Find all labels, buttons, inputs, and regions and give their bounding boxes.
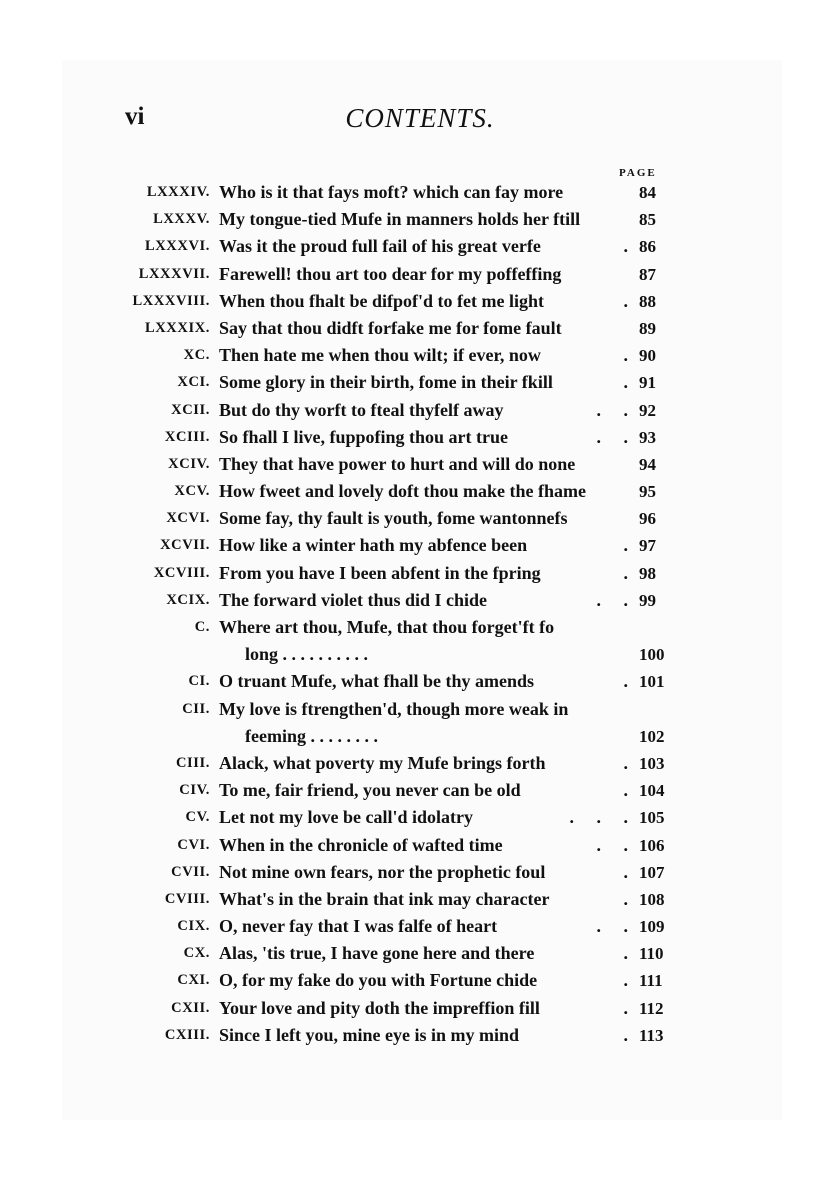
sonnet-number: XCVII. (160, 537, 210, 554)
first-line-text: Some fay, thy fault is youth, fome wantonnefs (219, 508, 568, 529)
sonnet-first-line (219, 696, 614, 750)
sonnet-first-line (219, 614, 614, 668)
dot-leader: . (623, 562, 628, 583)
first-line-text: So fhall I live, fuppofing thou art true (219, 426, 509, 447)
contents-entry (0, 397, 840, 424)
sonnet-number: CXII. (171, 999, 210, 1016)
contents-entry (0, 424, 840, 451)
sonnet-number: CVIII. (164, 890, 210, 907)
contents-entry (0, 913, 840, 940)
first-line-text: My tongue-tied Mufe in manners holds her ftill (219, 209, 581, 230)
page-column-header: PAGE (619, 167, 657, 179)
first-line-text: Who is it that fays moft? which can fay more (219, 182, 564, 202)
page-number: 108 (639, 889, 665, 909)
sonnet-first-line (219, 587, 614, 614)
first-line-text: But do thy worft to fteal thyfelf away (219, 399, 504, 420)
page-number: 102 (639, 726, 665, 746)
first-line-text: Farewell! thou art too dear for my poffeffing (219, 263, 562, 284)
dot-leader: . . (596, 399, 628, 420)
page-number: 90 (639, 346, 656, 366)
contents-entry (0, 614, 840, 668)
contents-entry (0, 288, 840, 315)
page-number: 105 (639, 808, 665, 828)
contents-entry (0, 859, 840, 886)
first-line-text: How like a winter hath my abfence been (219, 535, 528, 556)
contents-entry (0, 505, 840, 532)
dot-leader: . . (596, 426, 628, 447)
sonnet-first-line (219, 913, 614, 940)
contents-entry (0, 886, 840, 913)
contents-entry (0, 233, 840, 260)
sonnet-number: CVII. (171, 863, 210, 880)
contents-entry (0, 179, 840, 206)
contents-entry (0, 940, 840, 967)
contents-entry (0, 369, 840, 396)
contents-entry (0, 451, 840, 478)
page-number: 86 (639, 237, 656, 257)
contents-entry (0, 777, 840, 804)
first-line-text: They that have power to hurt and will do none (219, 453, 576, 474)
contents-entry (0, 832, 840, 859)
dot-leader: . (623, 888, 628, 909)
sonnet-number: CXIII. (164, 1026, 210, 1043)
first-line-text: To me, fair friend, you never can be old (219, 780, 521, 801)
sonnet-first-line (219, 179, 614, 206)
first-line-text: Alack, what poverty my Mufe brings forth (219, 752, 546, 773)
sonnet-first-line (219, 668, 614, 695)
contents-entry (0, 668, 840, 695)
sonnet-number: CIX. (177, 918, 210, 935)
sonnet-number: CVI. (177, 836, 210, 853)
first-line-text: What's in the brain that ink may character (219, 888, 550, 909)
dot-leader: . (623, 861, 628, 882)
dot-leader: . . (596, 589, 628, 610)
contents-list (0, 179, 840, 1049)
sonnet-first-line (219, 288, 614, 315)
sonnet-first-line (219, 261, 614, 288)
first-line-text: When in the chronicle of wafted time (219, 834, 503, 855)
sonnet-first-line (219, 777, 614, 804)
page-number: 113 (639, 1025, 664, 1045)
sonnet-number: XCV. (174, 483, 210, 500)
first-line-text: Your love and pity doth the impreffion fill (219, 997, 540, 1018)
sonnet-number: CXI. (177, 972, 210, 989)
contents-entry (0, 804, 840, 831)
page-number: 107 (639, 862, 665, 882)
contents-entry (0, 967, 840, 994)
sonnet-number: XC. (183, 347, 210, 364)
sonnet-first-line (219, 315, 614, 342)
sonnet-first-line (219, 859, 614, 886)
sonnet-number: LXXXVII. (138, 265, 210, 282)
sonnet-first-line (219, 832, 614, 859)
dot-leader: . (623, 372, 628, 393)
sonnet-number: CIV. (179, 782, 210, 799)
sonnet-first-line (219, 886, 614, 913)
dot-leader: . (623, 1024, 628, 1045)
page-number: 110 (639, 944, 664, 964)
page-number: 97 (639, 536, 656, 556)
contents-entry (0, 995, 840, 1022)
first-line-text: Then hate me when thou wilt; if ever, now (219, 345, 541, 366)
first-line-text: Was it the proud full fail of his great verfe (219, 236, 541, 257)
sonnet-number: XCIX. (166, 591, 210, 608)
contents-entry (0, 587, 840, 614)
first-line-text: Alas, 'tis true, I have gone here and there (219, 943, 535, 964)
sonnet-number: XCVIII. (153, 564, 210, 581)
dot-leader: . (623, 943, 628, 964)
sonnet-first-line (219, 451, 614, 478)
sonnet-first-line (219, 750, 614, 777)
page-number: 109 (639, 917, 665, 937)
sonnet-first-line (219, 424, 614, 451)
dot-leader: . . . (569, 807, 628, 828)
sonnet-first-line (219, 505, 614, 532)
contents-entry (0, 261, 840, 288)
sonnet-number: CIII. (175, 754, 210, 771)
page-folio: vi (125, 103, 145, 130)
sonnet-first-line (219, 967, 614, 994)
dot-leader: . (623, 780, 628, 801)
dot-leader: . (623, 345, 628, 366)
page-number: 103 (639, 753, 665, 773)
first-line-text: From you have I been abfent in the fpring (219, 562, 541, 583)
contents-entry (0, 342, 840, 369)
dot-leader: . (623, 752, 628, 773)
first-line-text: O, never fay that I was falfe of heart (219, 916, 498, 937)
sonnet-first-line (219, 532, 614, 559)
contents-entry (0, 315, 840, 342)
sonnet-number: XCI. (177, 374, 210, 391)
sonnet-number: CI. (188, 673, 210, 690)
sonnet-number: C. (194, 619, 210, 635)
sonnet-first-line (219, 940, 614, 967)
sonnet-first-line (219, 478, 614, 505)
dot-leader: . . (596, 916, 628, 937)
sonnet-first-line (219, 369, 614, 396)
sonnet-first-line (219, 560, 614, 587)
sonnet-number: CV. (185, 809, 210, 826)
page-number: 111 (639, 971, 663, 991)
first-line-text: How fweet and lovely doft thou make the fhame (219, 481, 586, 502)
page-number: 96 (639, 509, 656, 529)
sonnet-first-line (219, 804, 614, 831)
first-line-text: Not mine own fears, nor the prophetic foul (219, 861, 546, 882)
dot-leader: . (623, 535, 628, 556)
contents-entry (0, 478, 840, 505)
dot-leader: . (623, 290, 628, 311)
page-number: 92 (639, 400, 656, 420)
first-line-text: O truant Mufe, what fhall be thy amends (219, 671, 535, 692)
page-number: 100 (639, 645, 665, 665)
first-line-text: Some glory in their birth, fome in their fkill (219, 372, 553, 393)
sonnet-number: CX. (183, 945, 210, 962)
first-line-text: Say that thou didft forfake me for fome fault (219, 317, 562, 338)
dot-leader: . (623, 236, 628, 257)
sonnet-number: LXXXVI. (144, 238, 210, 255)
first-line-text: O, for my fake do you with Fortune chide (219, 970, 538, 991)
sonnet-first-line (219, 397, 614, 424)
sonnet-first-line (219, 995, 614, 1022)
page-number: 84 (639, 183, 656, 202)
sonnet-first-line (219, 1022, 614, 1049)
sonnet-number: XCIV. (168, 455, 210, 472)
sonnet-number: XCIII. (164, 428, 210, 445)
page-number: 94 (639, 454, 656, 474)
first-line-continuation: long . . . . . . . . . . (245, 644, 369, 665)
contents-entry (0, 532, 840, 559)
page-number: 95 (639, 482, 656, 502)
page-number: 88 (639, 291, 656, 311)
first-line-text: Since I left you, mine eye is in my mind (219, 1024, 519, 1045)
contents-entry (0, 560, 840, 587)
page-number: 93 (639, 427, 656, 447)
page-number: 104 (639, 781, 665, 801)
dot-leader: . (623, 997, 628, 1018)
dot-leader: . (623, 671, 628, 692)
first-line-text: When thou fhalt be difpof'd to fet me light (219, 290, 545, 311)
sonnet-first-line (219, 233, 614, 260)
first-line-text: The forward violet thus did I chide (219, 589, 488, 610)
page-number: 91 (639, 373, 656, 393)
contents-entry (0, 696, 840, 750)
page-number: 101 (639, 672, 665, 692)
first-line-text: Let not my love be call'd idolatry (219, 807, 473, 828)
page-number: 98 (639, 563, 656, 583)
page-number: 99 (639, 590, 656, 610)
page-number: 85 (639, 210, 656, 230)
sonnet-number: XCII. (171, 401, 210, 418)
sonnet-number: XCVI. (166, 510, 210, 527)
sonnet-number: LXXXVIII. (132, 292, 210, 309)
contents-entry (0, 206, 840, 233)
sonnet-number: LXXXIV. (146, 184, 210, 200)
contents-entry (0, 750, 840, 777)
first-line-text: Where art thou, Mufe, that thou forget'ft fo (219, 617, 555, 637)
sonnet-number: LXXXV. (153, 211, 210, 228)
contents-entry (0, 1022, 840, 1049)
dot-leader: . . (596, 834, 628, 855)
page-number: 106 (639, 835, 665, 855)
page-number: 112 (639, 998, 664, 1018)
first-line-text: My love is ftrengthen'd, though more weak in (219, 698, 569, 719)
page-number: 89 (639, 318, 656, 338)
page-title: CONTENTS. (345, 103, 495, 133)
first-line-continuation: feeming . . . . . . . . (245, 725, 378, 746)
sonnet-number: LXXXIX. (144, 319, 210, 336)
sonnet-number: CII. (182, 700, 210, 717)
dot-leader: . (623, 970, 628, 991)
sonnet-first-line (219, 342, 614, 369)
page-number: 87 (639, 264, 656, 284)
sonnet-first-line (219, 206, 614, 233)
